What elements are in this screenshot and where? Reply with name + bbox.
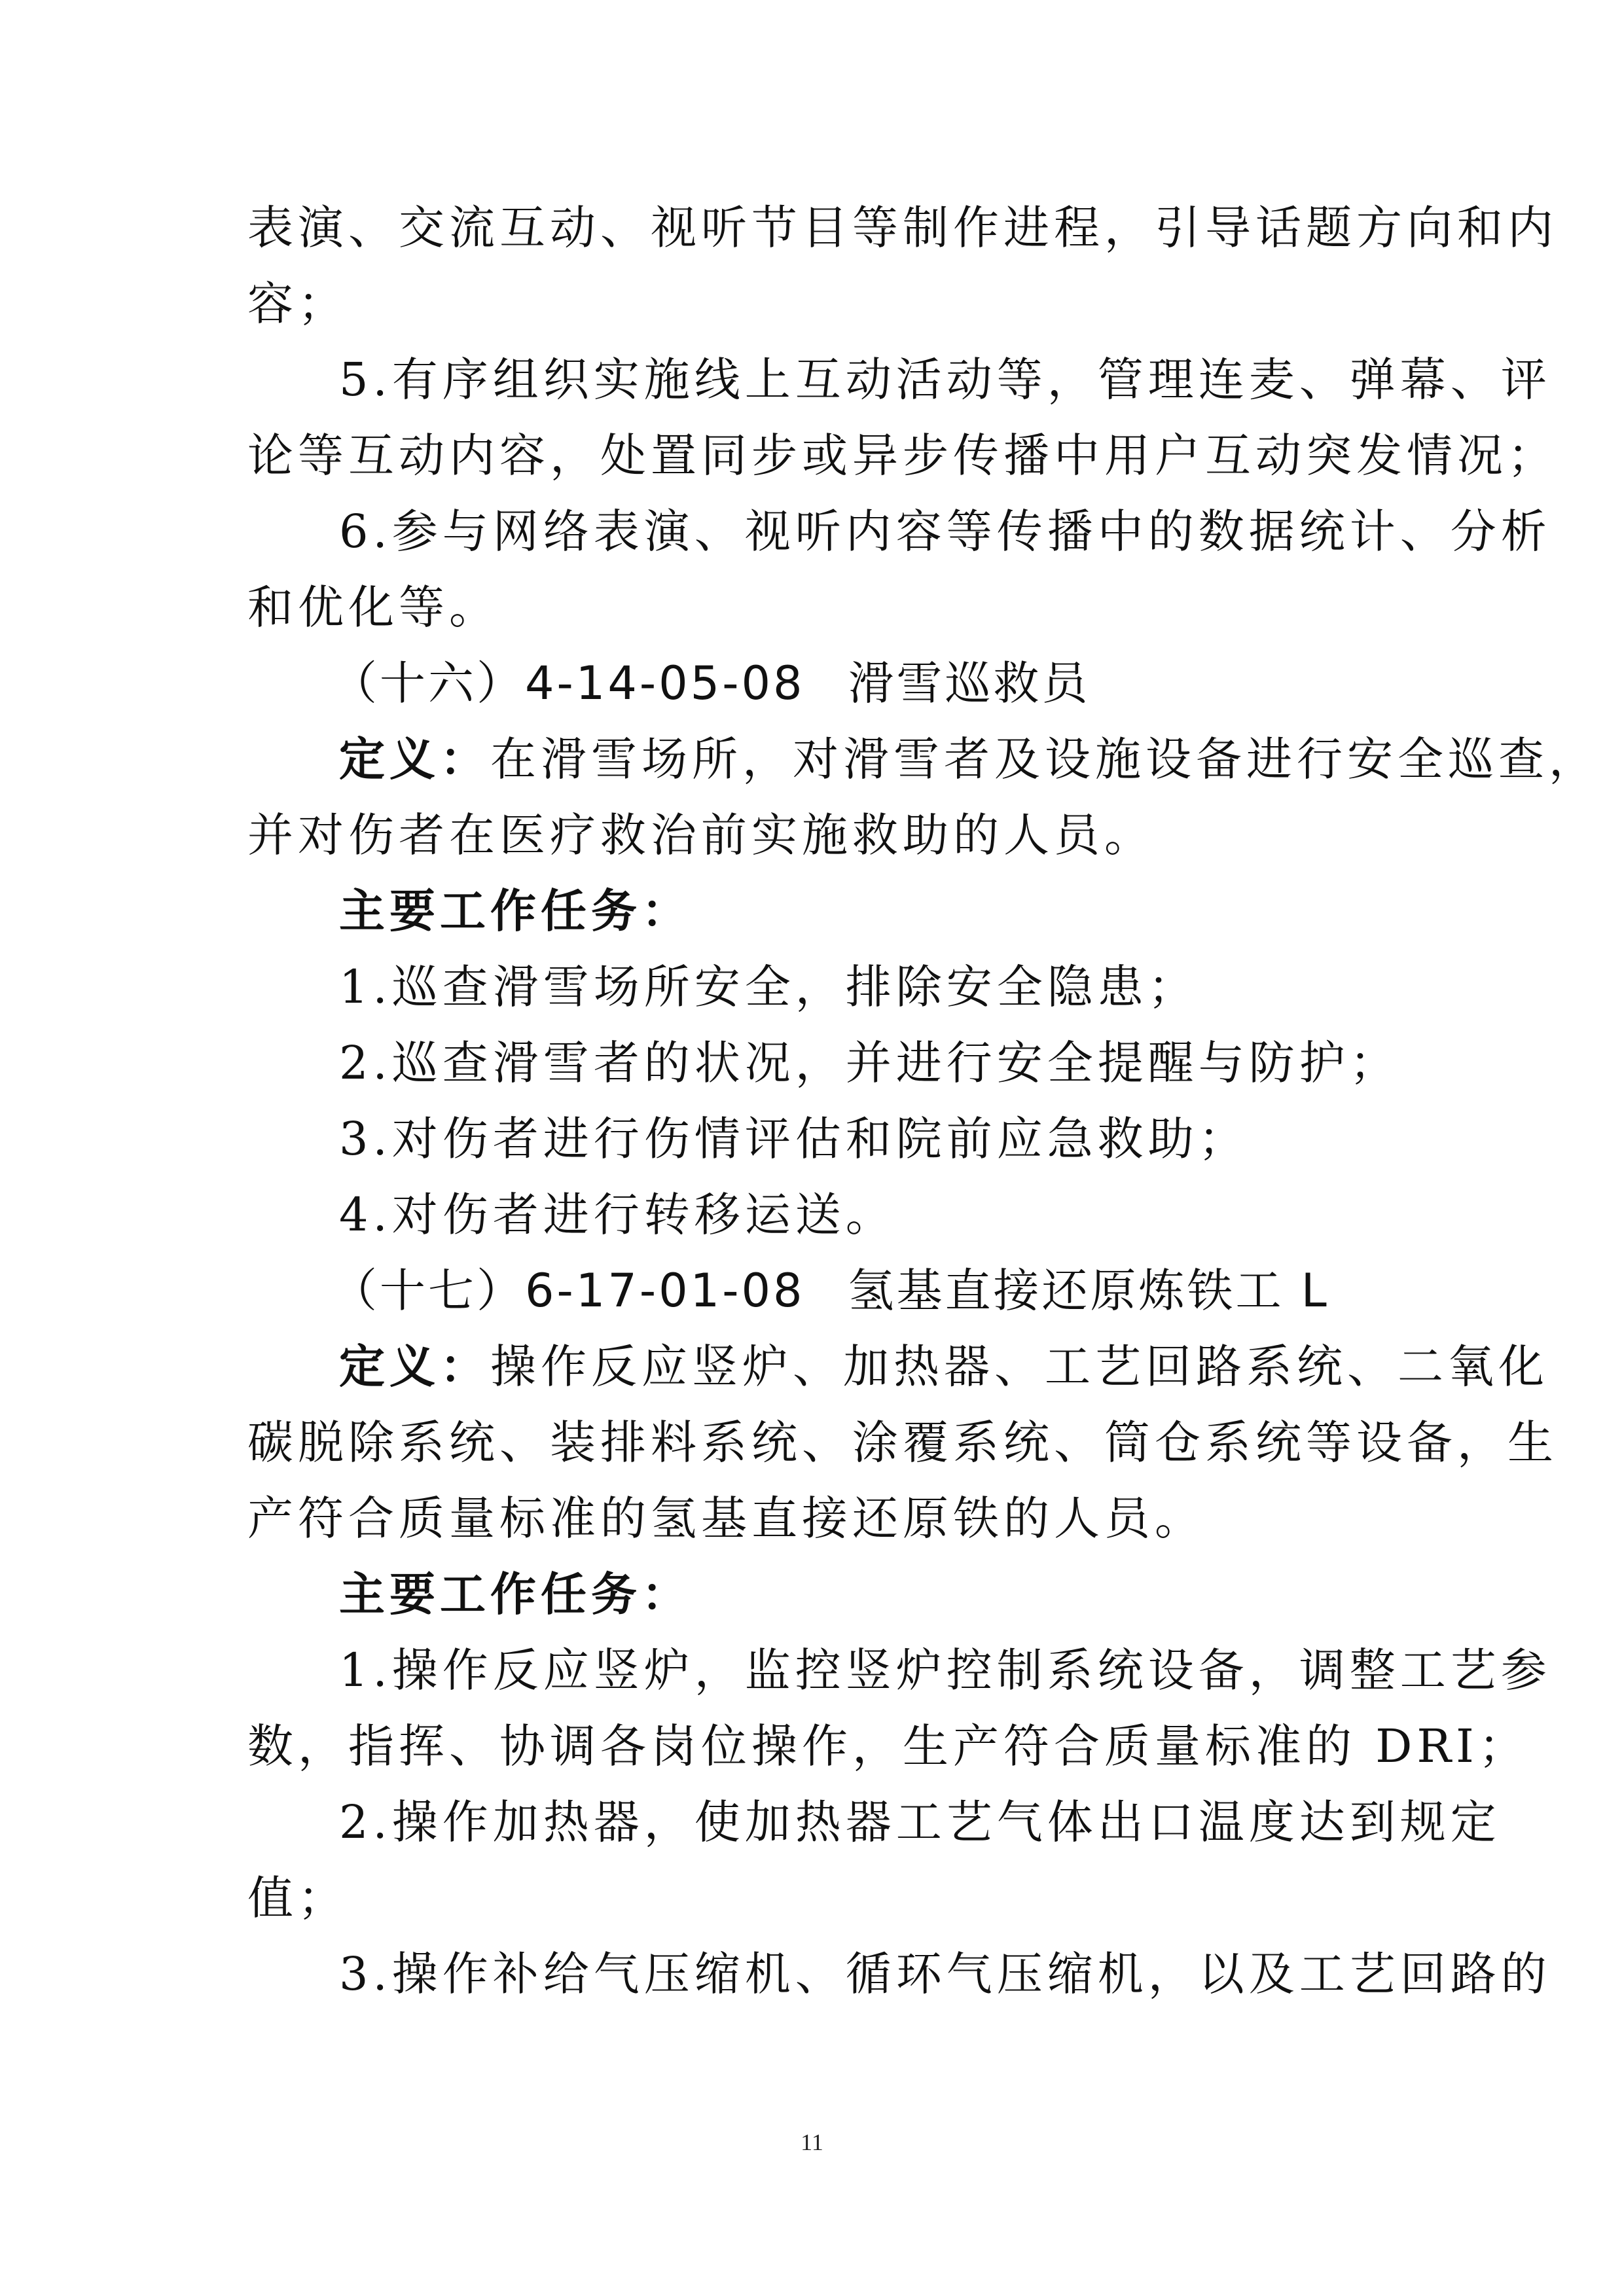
section-heading-17 <box>247 1253 1380 1329</box>
page-number: 11 <box>801 2129 823 2155</box>
section-heading-16 <box>247 645 1380 721</box>
text-line: 和优化等。 <box>247 581 499 634</box>
occupation-title: 滑雪巡救员 <box>848 656 1091 710</box>
text-line: 论等互动内容，处置同步或异步传播中用户互动突发情况； <box>247 429 1558 482</box>
text-line: 表演、交流互动、视听节目等制作进程，引导话题方向和内 <box>247 201 1558 255</box>
tasks-label: 主要工作任务： <box>339 1567 692 1621</box>
task-item: 2.操作加热器，使加热器工艺气体出口温度达到规定 <box>339 1795 1501 1849</box>
task-item: 2.巡查滑雪者的状况，并进行安全提醒与防护； <box>339 1036 1400 1090</box>
text-line: 并对伤者在医疗救治前实施救助的人员。 <box>247 808 1155 862</box>
text-line: 产符合质量标准的氢基直接还原铁的人员。 <box>247 1492 1205 1545</box>
text-line: 值； <box>247 1871 348 1925</box>
definition-text: 在滑雪场所，对滑雪者及设施设备进行安全巡查， <box>490 732 1599 786</box>
task-item: 4.对伤者进行转移运送。 <box>339 1188 896 1242</box>
definition-paragraph <box>247 721 1599 797</box>
text-line: 6.参与网络表演、视听内容等传播中的数据统计、分析 <box>339 505 1551 558</box>
occupation-title: 氢基直接还原炼铁工 L <box>848 1264 1329 1318</box>
text-line: 5.有序组织实施线上互动活动等，管理连麦、弹幕、评 <box>339 353 1551 406</box>
definition-label: 定义： <box>339 1339 490 1393</box>
task-item: 3.对伤者进行伤情评估和院前应急救助； <box>339 1112 1249 1166</box>
task-item: 3.操作补给气压缩机、循环气压缩机，以及工艺回路的 <box>339 1947 1551 2001</box>
section-number: （十七） <box>331 1264 525 1318</box>
definition-text: 操作反应竖炉、加热器、工艺回路系统、二氧化 <box>490 1340 1549 1393</box>
occupation-code: 4-14-05-08 <box>525 656 805 710</box>
text-line: 数，指挥、协调各岗位操作，生产符合质量标准的 DRI； <box>247 1719 1529 1773</box>
tasks-label: 主要工作任务： <box>339 884 692 938</box>
definition-paragraph <box>247 1329 1549 1405</box>
occupation-code: 6-17-01-08 <box>525 1264 805 1318</box>
section-number: （十六） <box>331 656 525 710</box>
task-item: 1.操作反应竖炉，监控竖炉控制系统设备，调整工艺参 <box>339 1643 1551 1697</box>
task-item: 1.巡查滑雪场所安全，排除安全隐患； <box>339 960 1199 1014</box>
document-body <box>247 190 1599 2012</box>
definition-label: 定义： <box>339 732 490 786</box>
text-line: 碳脱除系统、装排料系统、涂覆系统、筒仓系统等设备，生 <box>247 1416 1558 1469</box>
text-line: 容； <box>247 277 348 331</box>
